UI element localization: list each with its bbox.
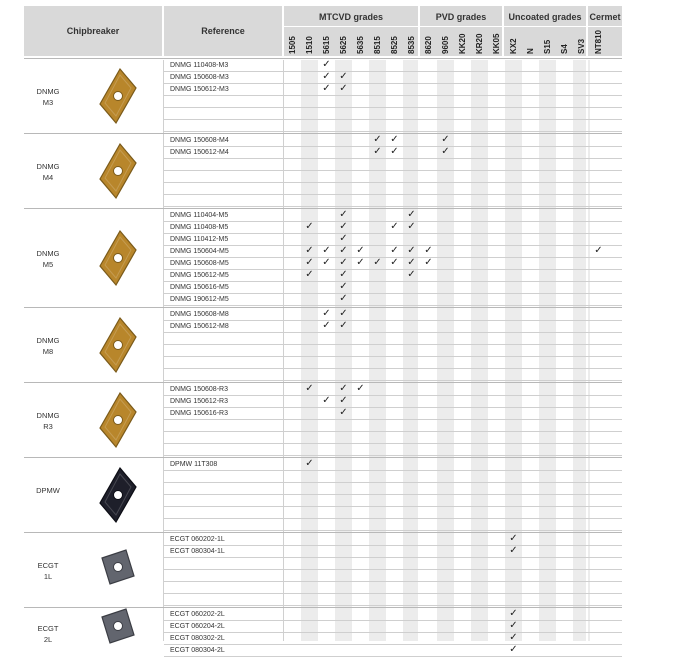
group-top-border	[24, 208, 622, 209]
row-line	[164, 431, 622, 432]
grade-column-stripe	[301, 60, 318, 641]
row-line	[164, 233, 622, 234]
grade-checkmark: ✓	[390, 245, 399, 256]
grade-checkmark: ✓	[339, 233, 348, 244]
chipbreaker-label: DNMG M5	[36, 249, 60, 269]
grade-checkmark: ✓	[322, 245, 331, 256]
chipbreaker-label: DPMW	[36, 486, 60, 495]
grade-checkmark: ✓	[339, 407, 348, 418]
grade-column-label: 5635	[356, 36, 365, 54]
row-line	[164, 557, 622, 558]
reference-code: DNMG 150612-R3	[170, 398, 228, 405]
row-line	[164, 158, 622, 159]
grade-checkmark: ✓	[509, 608, 518, 619]
reference-code: DNMG 150608-M3	[170, 74, 229, 81]
reference-code: DNMG 150612-M4	[170, 149, 229, 156]
group-top-border	[24, 457, 622, 458]
row-line	[164, 332, 622, 333]
grade-column-label: 8525	[390, 36, 399, 54]
row-line	[164, 71, 622, 72]
gold-diamond-insert-icon	[96, 315, 140, 375]
row-line	[164, 656, 622, 657]
row-line	[164, 506, 622, 507]
row-line	[164, 182, 622, 183]
grade-column-label: 5615	[322, 36, 331, 54]
row-line	[164, 356, 622, 357]
row-line	[164, 380, 622, 381]
reference-code: DPMW 11T308	[170, 461, 218, 468]
grade-checkmark: ✓	[356, 245, 365, 256]
row-line	[164, 620, 622, 621]
grade-checkmark: ✓	[322, 395, 331, 406]
mtcvd-grades-heading: MTCVD grades	[318, 12, 383, 22]
grade-checkmark: ✓	[390, 146, 399, 157]
reference-code: ECGT 080302-2L	[170, 635, 225, 642]
grade-checkmark: ✓	[339, 383, 348, 394]
row-line	[164, 107, 622, 108]
grade-checkmark: ✓	[441, 134, 450, 145]
gray-square-insert-icon	[96, 540, 140, 600]
reference-code: DNMG 150604-M5	[170, 248, 229, 255]
reference-code: DNMG 110408-M5	[170, 224, 229, 231]
chipbreaker-label: ECGT 2L	[37, 624, 59, 644]
grade-checkmark: ✓	[390, 134, 399, 145]
row-line	[164, 368, 622, 369]
grade-checkmark: ✓	[373, 146, 382, 157]
row-line	[164, 482, 622, 483]
grade-checkmark: ✓	[390, 221, 399, 232]
grade-checkmark: ✓	[356, 383, 365, 394]
chipbreaker-label: DNMG M4	[36, 162, 60, 182]
grade-checkmark: ✓	[373, 257, 382, 268]
row-line	[164, 419, 622, 420]
grade-column-label: 1505	[288, 36, 297, 54]
reference-code: DNMG 150612-M3	[170, 86, 229, 93]
grade-column-label: SV3	[577, 38, 586, 54]
row-line	[164, 581, 622, 582]
row-line	[164, 593, 622, 594]
reference-code: DNMG 150608-M5	[170, 260, 229, 267]
row-line	[164, 644, 622, 645]
grade-column-label: 8535	[407, 36, 416, 54]
grade-checkmark: ✓	[322, 59, 331, 70]
grade-column-label: NT810	[594, 29, 603, 54]
grade-checkmark: ✓	[424, 257, 433, 268]
grade-checkmark: ✓	[373, 134, 382, 145]
grade-checkmark: ✓	[339, 308, 348, 319]
grade-column-label: 8620	[424, 36, 433, 54]
reference-code: DNMG 150608-M4	[170, 137, 229, 144]
row-line	[164, 632, 622, 633]
row-line	[164, 281, 622, 282]
reference-code: DNMG 150612-M8	[170, 323, 229, 330]
grade-checkmark: ✓	[339, 71, 348, 82]
chipbreaker-label: ECGT 1L	[37, 561, 59, 581]
grade-checkmark: ✓	[305, 458, 314, 469]
gold-diamond-insert-icon	[96, 141, 140, 201]
column-separator	[283, 60, 284, 641]
row-line	[164, 131, 622, 132]
row-line	[164, 530, 622, 531]
grade-column-label: S15	[543, 39, 552, 54]
grade-column-label: 9605	[441, 36, 450, 54]
grade-checkmark: ✓	[339, 281, 348, 292]
gold-diamond-insert-icon	[96, 390, 140, 450]
grade-column-stripe	[471, 60, 488, 641]
grade-checkmark: ✓	[339, 257, 348, 268]
grade-checkmark: ✓	[509, 620, 518, 631]
reference-code: DNMG 150616-M5	[170, 284, 229, 291]
uncoated-grades-heading: Uncoated grades	[508, 12, 582, 22]
grade-column-label: N	[526, 48, 535, 54]
grade-checkmark: ✓	[407, 245, 416, 256]
grade-column-label: 1510	[305, 36, 314, 54]
row-line	[164, 170, 622, 171]
grade-checkmark: ✓	[322, 308, 331, 319]
row-line	[164, 269, 622, 270]
group-separator	[586, 60, 588, 641]
gold-diamond-insert-icon	[96, 66, 140, 126]
row-line	[164, 407, 622, 408]
group-top-border	[24, 532, 622, 533]
grade-checkmark: ✓	[390, 257, 399, 268]
grade-checkmark: ✓	[424, 245, 433, 256]
grade-checkmark: ✓	[322, 71, 331, 82]
row-line	[164, 470, 622, 471]
reference-code: DNMG 150616-R3	[170, 410, 228, 417]
reference-code: DNMG 110412-M5	[170, 236, 229, 243]
cermet-heading: Cermet	[589, 12, 621, 22]
black-diamond-insert-icon	[96, 465, 140, 525]
row-line	[164, 395, 622, 396]
reference-heading: Reference	[201, 26, 245, 36]
grade-checkmark: ✓	[356, 257, 365, 268]
reference-code: ECGT 060202-1L	[170, 536, 225, 543]
grade-checkmark: ✓	[509, 632, 518, 643]
row-line	[164, 605, 622, 606]
row-line	[164, 518, 622, 519]
grade-checkmark: ✓	[339, 320, 348, 331]
reference-code: DNMG 150612-M5	[170, 272, 229, 279]
grade-checkmark: ✓	[407, 269, 416, 280]
row-line	[164, 455, 622, 456]
grade-checkmark: ✓	[322, 83, 331, 94]
reference-code: DNMG 110408-M3	[170, 62, 229, 69]
grade-column-stripe	[539, 60, 556, 641]
row-line	[164, 119, 622, 120]
row-line	[164, 305, 622, 306]
grade-checkmark: ✓	[305, 269, 314, 280]
reference-code: DNMG 110404-M5	[170, 212, 229, 219]
group-separator	[502, 60, 504, 641]
grade-column-label: KR20	[475, 33, 484, 54]
chipbreaker-heading: Chipbreaker	[66, 26, 120, 36]
row-line	[164, 494, 622, 495]
grade-checkmark: ✓	[509, 644, 518, 655]
grade-checkmark: ✓	[339, 269, 348, 280]
grade-checkmark: ✓	[594, 245, 603, 256]
gray-square-insert-icon	[96, 599, 140, 659]
pvd-grades-heading: PVD grades	[435, 12, 487, 22]
grade-column-label: 5625	[339, 36, 348, 54]
group-top-border	[24, 133, 622, 134]
grade-checkmark: ✓	[339, 245, 348, 256]
row-line	[164, 95, 622, 96]
gold-diamond-insert-icon	[96, 228, 140, 288]
grade-checkmark: ✓	[339, 293, 348, 304]
row-line	[164, 344, 622, 345]
row-line	[164, 206, 622, 207]
row-line	[164, 83, 622, 84]
grade-checkmark: ✓	[509, 545, 518, 556]
row-line	[164, 194, 622, 195]
reference-code: ECGT 060204-2L	[170, 623, 225, 630]
grade-checkmark: ✓	[441, 146, 450, 157]
row-line	[164, 293, 622, 294]
reference-code: ECGT 080304-1L	[170, 548, 225, 555]
reference-code: DNMG 150608-M8	[170, 311, 229, 318]
grade-checkmark: ✓	[407, 257, 416, 268]
grade-column-label: KX2	[509, 38, 518, 54]
reference-code: DNMG 150608-R3	[170, 386, 228, 393]
row-line	[164, 545, 622, 546]
chipbreaker-label: DNMG M3	[36, 87, 60, 107]
grade-column-label: KK20	[458, 33, 467, 54]
grade-column-stripe	[335, 60, 352, 641]
column-separator	[163, 60, 164, 641]
row-line	[164, 320, 622, 321]
reference-code: ECGT 080304-2L	[170, 647, 225, 654]
grade-checkmark: ✓	[305, 257, 314, 268]
grade-checkmark: ✓	[339, 395, 348, 406]
reference-code: ECGT 060202-2L	[170, 611, 225, 618]
row-line	[164, 569, 622, 570]
grade-checkmark: ✓	[509, 533, 518, 544]
header-divider	[284, 26, 622, 27]
grade-column-label: 8515	[373, 36, 382, 54]
grade-column-label: KK05	[492, 33, 501, 54]
chipbreaker-label: DNMG R3	[36, 411, 60, 431]
grade-checkmark: ✓	[322, 257, 331, 268]
group-separator	[418, 60, 420, 641]
grade-checkmark: ✓	[305, 221, 314, 232]
grade-checkmark: ✓	[305, 245, 314, 256]
grade-checkmark: ✓	[407, 221, 416, 232]
grade-checkmark: ✓	[305, 383, 314, 394]
grade-checkmark: ✓	[322, 320, 331, 331]
grade-checkmark: ✓	[339, 221, 348, 232]
group-top-border	[24, 382, 622, 383]
grade-checkmark: ✓	[339, 209, 348, 220]
grade-checkmark: ✓	[339, 83, 348, 94]
chipbreaker-label: DNMG M8	[36, 336, 60, 356]
grade-column-label: S4	[560, 44, 569, 54]
row-line	[164, 443, 622, 444]
reference-code: DNMG 190612-M5	[170, 296, 229, 303]
grade-checkmark: ✓	[407, 209, 416, 220]
